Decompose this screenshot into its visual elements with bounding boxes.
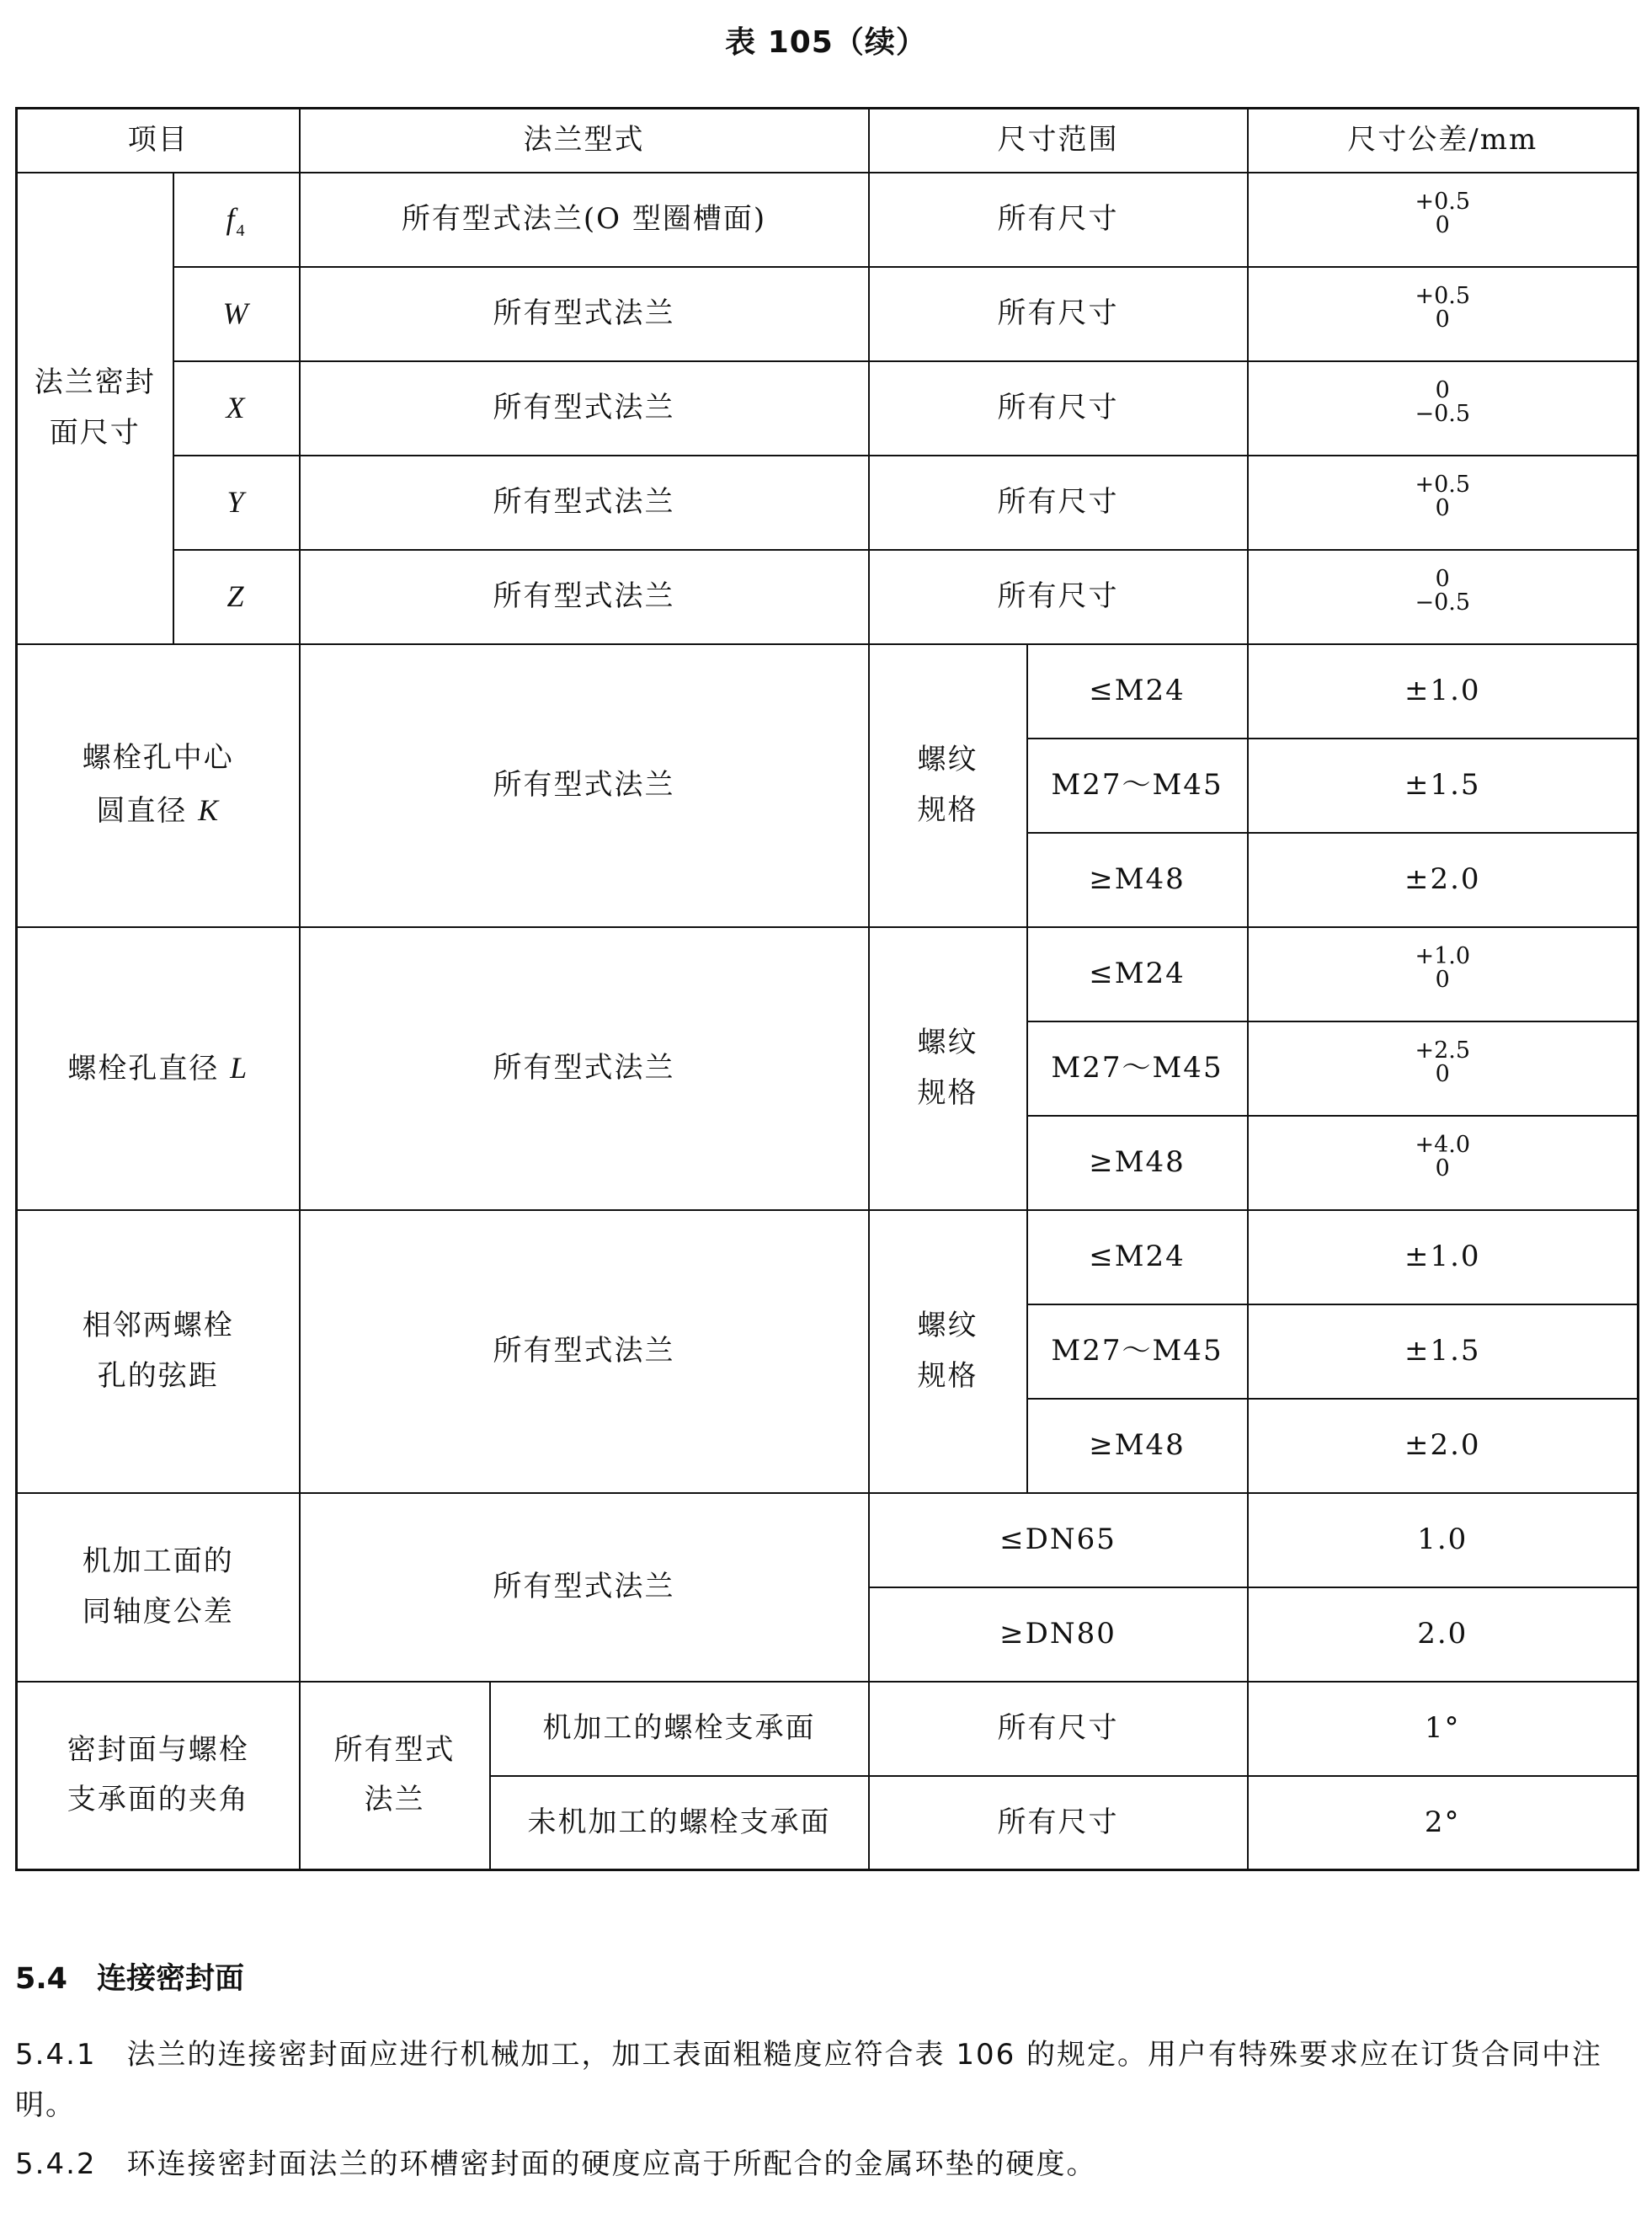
symbol-f4: $f_4$	[226, 201, 247, 241]
tolerance-cell: 1.0	[1248, 1493, 1639, 1587]
tolerance-cell: ±1.0	[1248, 644, 1639, 739]
flange-type-cell: 所有型式法兰	[300, 361, 869, 456]
flange-type-cell: 所有型式法兰(O 型圈槽面)	[300, 173, 869, 267]
table-row	[17, 456, 1639, 550]
header-tolerance: 尺寸公差/mm	[1248, 109, 1639, 173]
tolerance-cell: ±1.0	[1248, 1210, 1639, 1304]
range-cell: ≤DN65	[869, 1493, 1248, 1587]
range-cell: 所有尺寸	[869, 456, 1248, 550]
table-row	[17, 173, 1639, 267]
table-row	[17, 1210, 1639, 1304]
angle-label: 密封面与螺栓 支承面的夹角	[17, 1682, 300, 1870]
thread-cell: ≤M24	[1027, 644, 1248, 739]
section-heading: 5.4 连接密封面	[15, 1962, 245, 1996]
tolerance-cell: 0 −0.5	[1248, 361, 1639, 456]
chord-label: 相邻两螺栓 孔的弦距	[17, 1210, 300, 1493]
range-cell: 所有尺寸	[869, 173, 1248, 267]
tolerance-cell: ±1.5	[1248, 1304, 1639, 1399]
table-row	[17, 1493, 1639, 1587]
flange-type-cell: 所有型式法兰	[300, 927, 869, 1210]
flange-type-cell: 所有型式法兰	[300, 1210, 869, 1493]
tolerance-cell: +4.0 0	[1248, 1116, 1639, 1210]
thread-spec-label: 螺纹规格	[869, 1210, 1027, 1493]
table-row	[17, 927, 1639, 1021]
paragraph-5-4-1: 5.4.1 法兰的连接密封面应进行机械加工，加工表面粗糙度应符合表 106 的规定。用户有特殊要求应在订货合同中注明。	[15, 2038, 1603, 2122]
flange-type-cell: 所有型式法兰	[300, 1493, 869, 1682]
tolerance-cell: +0.5 0	[1248, 173, 1639, 267]
thread-cell: ≤M24	[1027, 1210, 1248, 1304]
thread-cell: M27～M45	[1027, 1304, 1248, 1399]
tolerance-cell: ±1.5	[1248, 739, 1639, 833]
tolerance-table	[15, 107, 1639, 1871]
tolerance-cell: 2°	[1248, 1776, 1639, 1870]
tolerance-cell: 2.0	[1248, 1587, 1639, 1682]
range-cell: 所有尺寸	[869, 267, 1248, 361]
flange-type-cell: 所有型式法兰	[300, 267, 869, 361]
tolerance-cell: ±2.0	[1248, 833, 1639, 927]
table-row	[17, 550, 1639, 644]
thread-cell: M27～M45	[1027, 739, 1248, 833]
header-item: 项目	[17, 109, 300, 173]
range-cell: 所有尺寸	[869, 1682, 1248, 1776]
tolerance-cell: 1°	[1248, 1682, 1639, 1776]
tolerance-cell: +2.5 0	[1248, 1021, 1639, 1116]
range-cell: 所有尺寸	[869, 550, 1248, 644]
symbol-cell: Z	[173, 550, 300, 644]
range-cell: 所有尺寸	[869, 361, 1248, 456]
table-caption: 表 105（续）	[725, 25, 927, 60]
range-cell: 所有尺寸	[869, 1776, 1248, 1870]
symbol-cell: Y	[173, 456, 300, 550]
tolerance-cell: +0.5 0	[1248, 456, 1639, 550]
table-row	[17, 1682, 1639, 1776]
bolt-circle-label: 螺栓孔中心 圆直径 K	[17, 644, 300, 927]
surface-cell: 机加工的螺栓支承面	[490, 1682, 869, 1776]
table-row	[17, 267, 1639, 361]
tolerance-cell: ±2.0	[1248, 1399, 1639, 1493]
coaxial-label: 机加工面的 同轴度公差	[17, 1493, 300, 1682]
flange-type-cell: 所有型式 法兰	[300, 1682, 490, 1870]
symbol-cell: X	[173, 361, 300, 456]
flange-type-cell: 所有型式法兰	[300, 644, 869, 927]
header-flange-type: 法兰型式	[300, 109, 869, 173]
sealing-group-label: 法兰密封面尺寸	[17, 173, 173, 644]
bolt-hole-label: 螺栓孔直径 L	[17, 927, 300, 1210]
flange-type-cell: 所有型式法兰	[300, 456, 869, 550]
thread-cell: ≥M48	[1027, 1116, 1248, 1210]
table-row	[17, 644, 1639, 739]
surface-cell: 未机加工的螺栓支承面	[490, 1776, 869, 1870]
thread-spec-label: 螺纹规格	[869, 644, 1027, 927]
paragraph-5-4-2: 5.4.2 环连接密封面法兰的环槽密封面的硬度应高于所配合的金属环垫的硬度。	[15, 2147, 1097, 2181]
tolerance-cell: +0.5 0	[1248, 267, 1639, 361]
tolerance-cell: 0 −0.5	[1248, 550, 1639, 644]
symbol-cell: W	[173, 267, 300, 361]
thread-cell: ≥M48	[1027, 833, 1248, 927]
thread-cell: ≤M24	[1027, 927, 1248, 1021]
header-row	[17, 109, 1639, 173]
thread-cell: M27～M45	[1027, 1021, 1248, 1116]
flange-type-cell: 所有型式法兰	[300, 550, 869, 644]
range-cell: ≥DN80	[869, 1587, 1248, 1682]
tolerance-cell: +1.0 0	[1248, 927, 1639, 1021]
header-size-range: 尺寸范围	[869, 109, 1248, 173]
table-row	[17, 361, 1639, 456]
thread-spec-label: 螺纹规格	[869, 927, 1027, 1210]
thread-cell: ≥M48	[1027, 1399, 1248, 1493]
symbol-cell	[173, 173, 300, 267]
